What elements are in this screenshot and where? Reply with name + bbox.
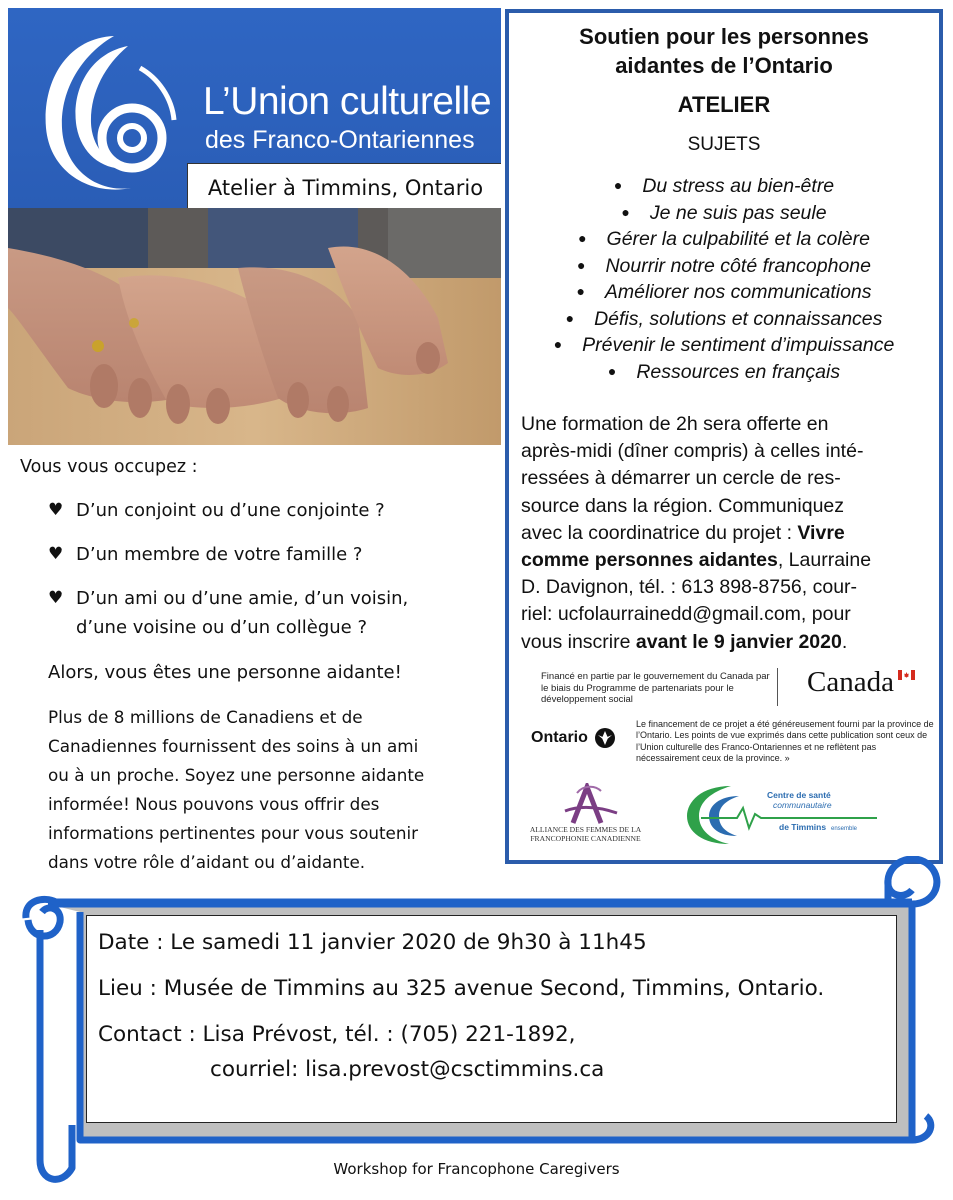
event-date: Date : Le samedi 11 janvier 2020 de 9h30 à 11h45: [98, 930, 647, 955]
bullet-icon: ●: [613, 177, 623, 193]
heart-icon: ♥: [48, 588, 64, 608]
header-banner: [8, 8, 501, 208]
trillium-icon: [594, 727, 616, 749]
csc-tagline: ensemble: [831, 826, 858, 832]
org-name-line2: des Franco-Ontariennes: [205, 126, 475, 154]
event-email[interactable]: courriel: lisa.prevost@csctimmins.ca: [210, 1057, 605, 1082]
footer-caption: Workshop for Francophone Caregivers: [333, 1160, 620, 1178]
paragraph-line: ou à un proche. Soyez une personne aidante: [48, 765, 425, 785]
alliance-logo-text: ALLIANCE DES FEMMES DE LA FRANCOPHONIE CANADIENNE: [529, 825, 642, 843]
topic-item: ● Nourrir notre côté francophone: [576, 254, 872, 277]
csc-timmins-logo: [681, 778, 881, 848]
list-item: [48, 540, 408, 569]
topic-item: ● Prévenir le sentiment d’impuissance: [553, 334, 895, 356]
formation-paragraph: Une formation de 2h sera offerte en après-midi (dîner compris) à celles inté- ressées à démarrer un cercle de res- source dans la région. Communiquez avec la coordinatrice du projet : Vivre comme personnes aidantes, Laurraine D. Davignon, tél. : 613 898-8756, cour- riel: ucfolaurrainedd@gmail.com, pour vous inscrire avant le 9 janvier 2020.: [521, 413, 872, 653]
heart-icon: ♥: [48, 500, 64, 520]
atelier-heading: ATELIER: [677, 92, 771, 117]
paragraph-line: informée! Nous pouvons vous offrir des: [48, 794, 380, 814]
paragraph-line: Canadiennes fournissent des soins à un ami: [48, 736, 419, 756]
workshop-title-line2: aidantes de l’Ontario: [615, 53, 833, 78]
topics-list: [509, 173, 939, 385]
list-item-text: D’un membre de votre famille ?: [76, 544, 363, 565]
topic-item: ● Défis, solutions et connaissances: [565, 307, 883, 330]
canada-flag-icon: [898, 670, 915, 680]
divider: [777, 668, 778, 706]
ontario-logo: Ontario: [531, 727, 616, 749]
org-name-line1: L’Union culturelle: [203, 80, 492, 123]
sujets-heading: SUJETS: [687, 134, 761, 155]
list-item-text-continued: d’une voisine ou d’un collègue ?: [76, 617, 368, 638]
bullet-icon: ●: [576, 256, 586, 273]
ucfo-logo-icon: [36, 28, 186, 198]
csc-line2: communautaire: [773, 800, 832, 810]
topic-item: ● Je ne suis pas seule: [621, 201, 827, 224]
ontario-funding-note: Le financement de ce projet a été généreusement fourni par la province de l’Ontario. Les points de vue exprimés dans cette publication sont ceux de l’Union culturelle des Franco-Ontariennes et ne reflètent pas nécessairement ceux de la province. »: [636, 719, 934, 763]
canada-funding-note: Financé en partie par le gouvernement du Canada par le biais du Programme de partenariats pour le développement social: [541, 671, 770, 705]
topic-item: ● Améliorer nos communications: [576, 281, 872, 303]
info-paragraph: [48, 703, 424, 877]
csc-line1: Centre de santé: [767, 790, 831, 800]
list-item: [48, 584, 408, 642]
bullet-icon: ●: [553, 336, 563, 352]
list-item-text: D’un ami ou d’une amie, d’un voisin,: [76, 588, 409, 609]
hands-photo: [8, 208, 501, 445]
list-item-text: D’un conjoint ou d’une conjointe ?: [76, 500, 385, 521]
paragraph-line: informations pertinentes pour vous soutenir: [48, 823, 419, 843]
bullet-icon: ●: [621, 203, 630, 220]
location-label: Atelier à Timmins, Ontario: [187, 163, 501, 208]
intro-text: Vous vous occupez :: [20, 457, 198, 477]
event-location: Lieu : Musée de Timmins au 325 avenue Second, Timmins, Ontario.: [98, 976, 825, 1001]
bullet-icon: ●: [607, 362, 617, 379]
csc-line3: de Timmins: [779, 822, 827, 832]
canada-wordmark: Canada: [807, 666, 894, 698]
paragraph-line: Plus de 8 millions de Canadiens et de: [48, 707, 363, 727]
list-item: [48, 496, 408, 525]
bullet-icon: ●: [565, 309, 575, 326]
bullet-icon: ●: [578, 230, 587, 246]
paragraph-line: dans votre rôle d’aidant ou d’aidante.: [48, 852, 366, 872]
event-contact: Contact : Lisa Prévost, tél. : (705) 221-1892,: [98, 1022, 576, 1047]
topic-item: ● Gérer la culpabilité et la colère: [578, 228, 870, 250]
topic-item: ● Ressources en français: [607, 360, 841, 383]
workshop-info-box: [505, 9, 943, 864]
caregiver-statement: Alors, vous êtes une personne aidante!: [48, 662, 402, 683]
topic-item: ● Du stress au bien-être: [613, 175, 835, 197]
caregiver-list: [48, 496, 408, 657]
heart-icon: ♥: [48, 544, 64, 564]
bullet-icon: ●: [576, 283, 585, 299]
workshop-title-line1: Soutien pour les personnes: [579, 24, 869, 49]
